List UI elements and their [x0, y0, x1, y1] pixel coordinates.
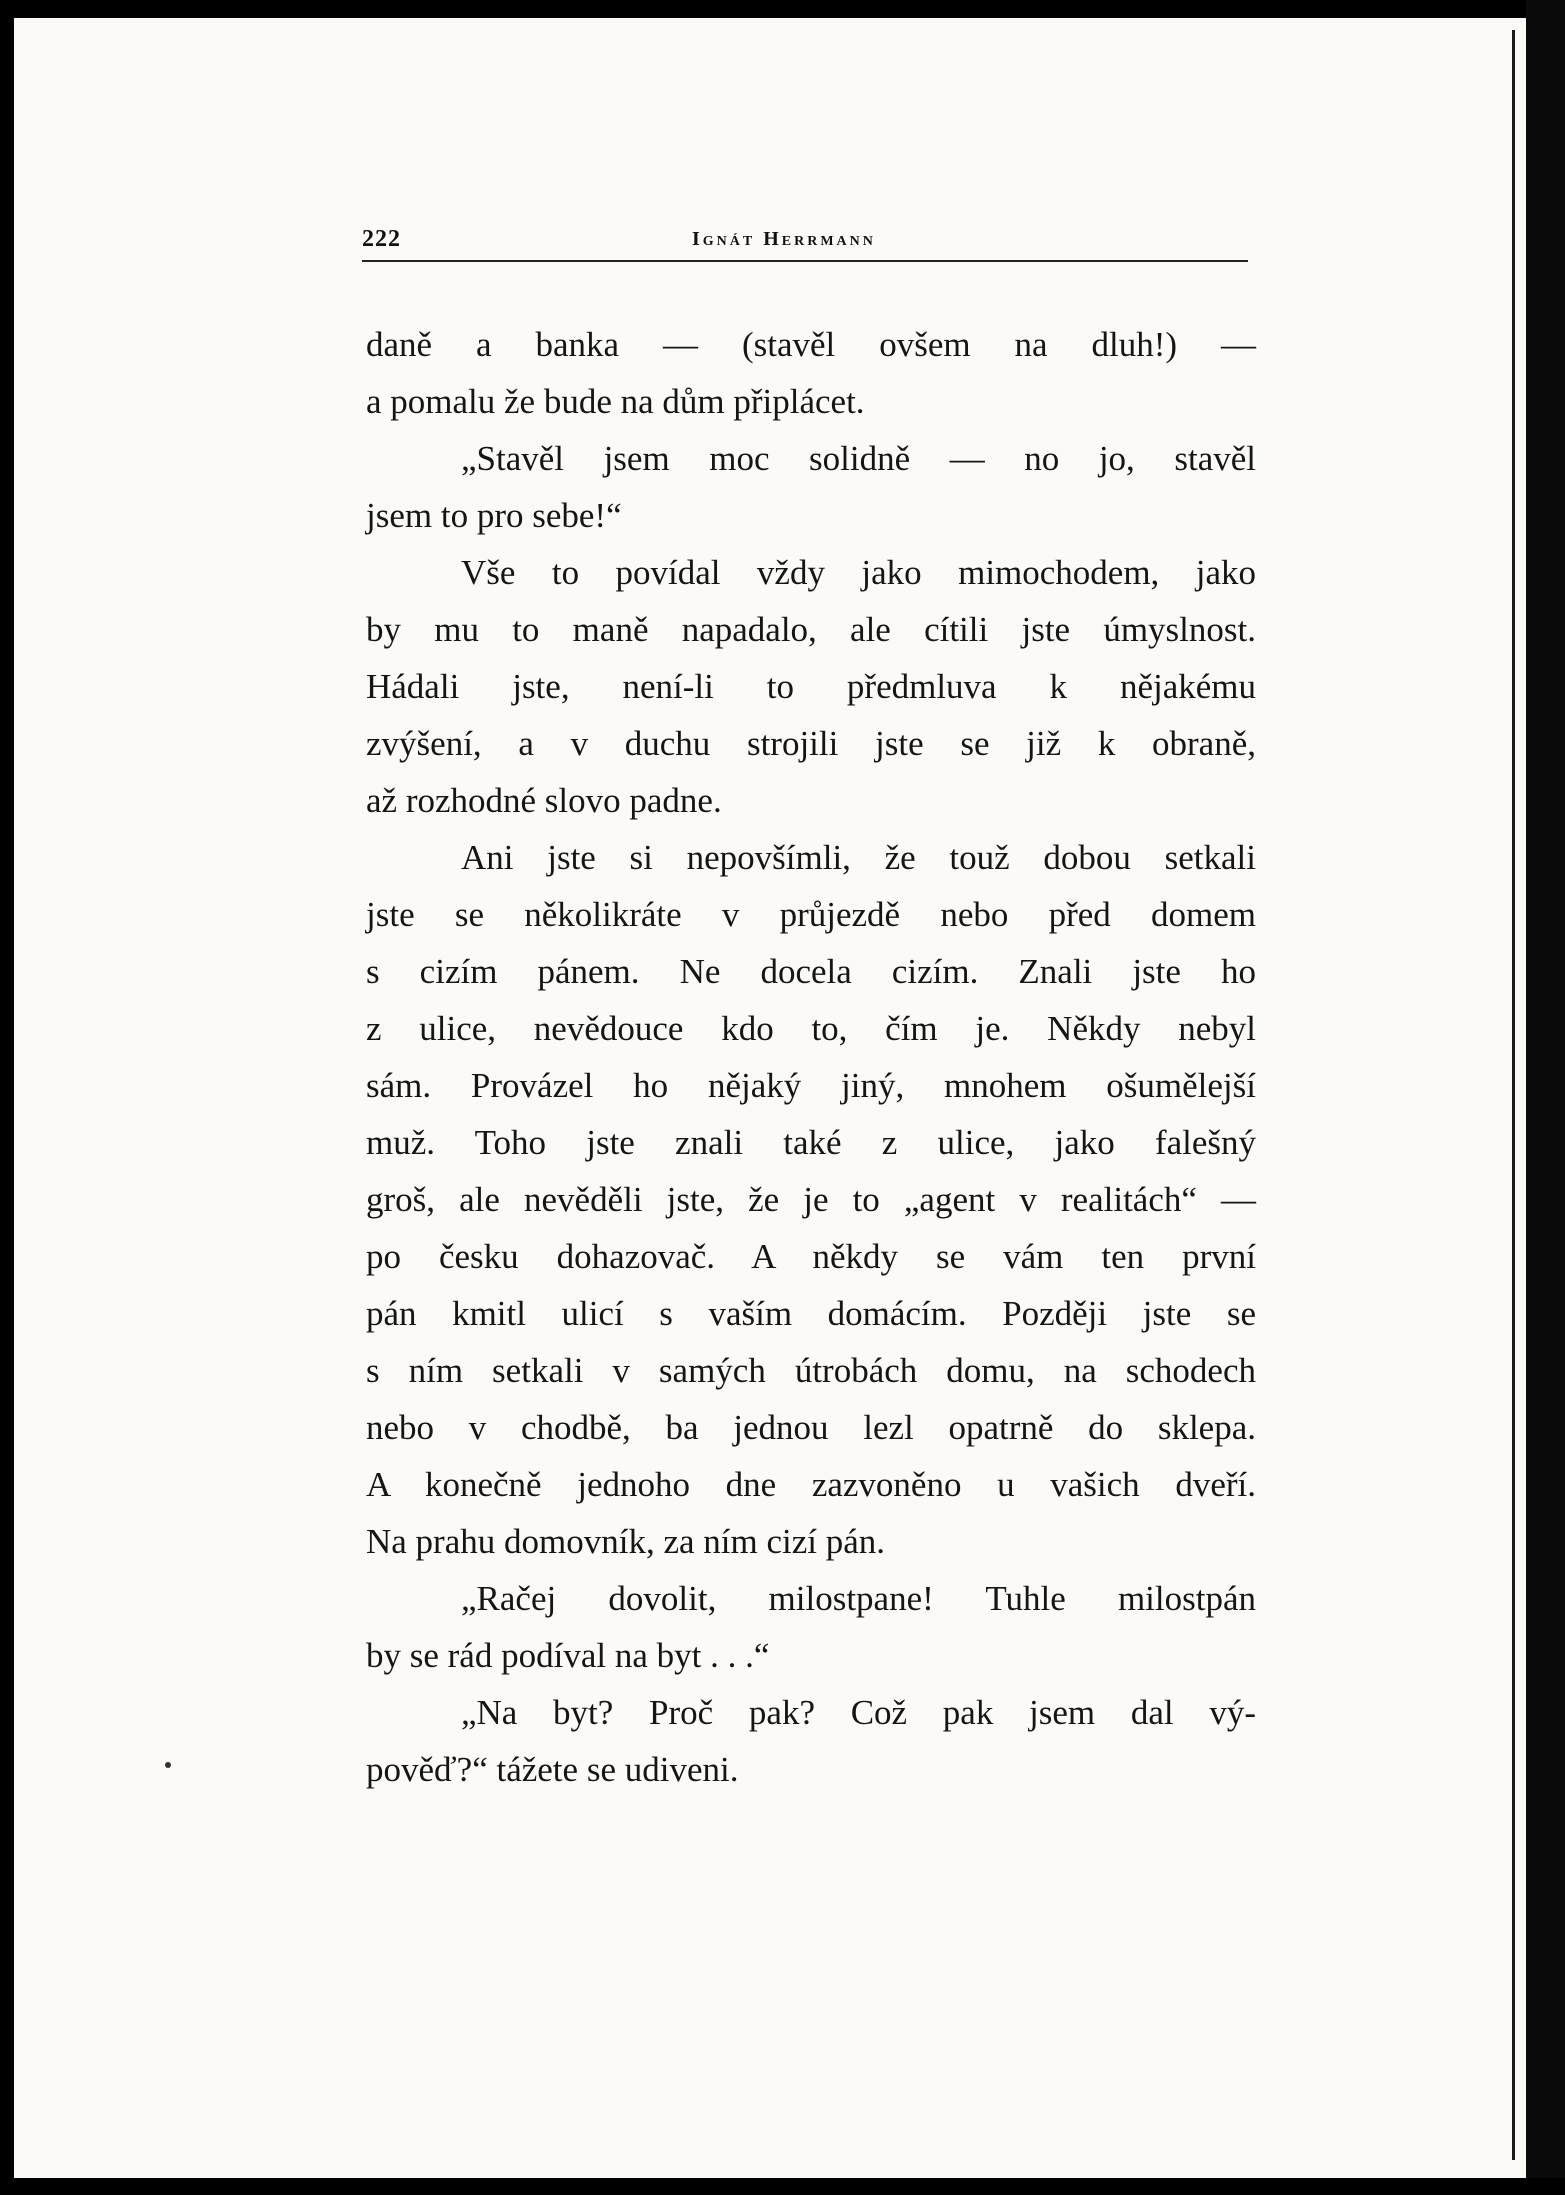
scan-border-bottom: [0, 2178, 1565, 2195]
running-head: [348, 220, 1248, 260]
text-line: až rozhodné slovo padne.: [366, 781, 722, 820]
text-line: jste se několikráte v průjezdě nebo před domem: [366, 895, 1256, 934]
text-line: Hádali jste, není-li to předmluva k nějakému: [366, 667, 1256, 706]
text-line: „Račej dovolit, milostpane! Tuhle milostpán: [461, 1579, 1256, 1618]
text-line: pán kmitl ulicí s vaším domácím. Později jste se: [366, 1294, 1256, 1333]
running-head-author: Ignát Herrmann: [692, 228, 876, 250]
scan-border-right: [1526, 0, 1565, 2195]
text-line: daně a banka — (stavěl ovšem na dluh!) —: [366, 325, 1256, 364]
text-line: jsem to pro sebe!“: [366, 496, 622, 535]
text-line: „Stavěl jsem moc solidně — no jo, stavěl: [461, 439, 1256, 478]
text-line: nebo v chodbě, ba jednou lezl opatrně do sklepa.: [366, 1408, 1256, 1447]
header-rule: [362, 260, 1248, 262]
text-line: z ulice, nevědouce kdo to, čím je. Někdy nebyl: [366, 1009, 1256, 1048]
text-line: by mu to maně napadalo, ale cítili jste úmyslnost.: [366, 610, 1256, 649]
scan-speck: [165, 1762, 171, 1768]
text-line: s cizím pánem. Ne docela cizím. Znali jste ho: [366, 952, 1256, 991]
text-line: by se rád podíval na byt . . .“: [366, 1636, 770, 1675]
page-edge-shadow: [1512, 30, 1515, 2160]
text-line: muž. Toho jste znali také z ulice, jako falešný: [366, 1123, 1256, 1162]
text-line: Na prahu domovník, za ním cizí pán.: [366, 1522, 886, 1561]
text-line: sám. Provázel ho nějaký jiný, mnohem ošumělejší: [366, 1066, 1256, 1105]
text-line: „Na byt? Proč pak? Což pak jsem dal vý-: [461, 1693, 1256, 1732]
text-line: Vše to povídal vždy jako mimochodem, jako: [461, 553, 1256, 592]
text-line: a pomalu že bude na dům připlácet.: [366, 382, 865, 421]
body-text: [366, 316, 1256, 1798]
text-line: A konečně jednoho dne zazvoněno u vašich dveří.: [366, 1465, 1256, 1504]
text-line: po česku dohazovač. A někdy se vám ten první: [366, 1237, 1256, 1276]
text-line: pověď?“ tážete se udiveni.: [366, 1750, 739, 1789]
text-line: groš, ale nevěděli jste, že je to „agent v realitách“ —: [366, 1180, 1256, 1219]
page-number: 222: [362, 226, 401, 252]
text-line: Ani jste si nepovšímli, že touž dobou setkali: [461, 838, 1256, 877]
text-line: s ním setkali v samých útrobách domu, na schodech: [366, 1351, 1256, 1390]
text-line: zvýšení, a v duchu strojili jste se již k obraně,: [366, 724, 1256, 763]
